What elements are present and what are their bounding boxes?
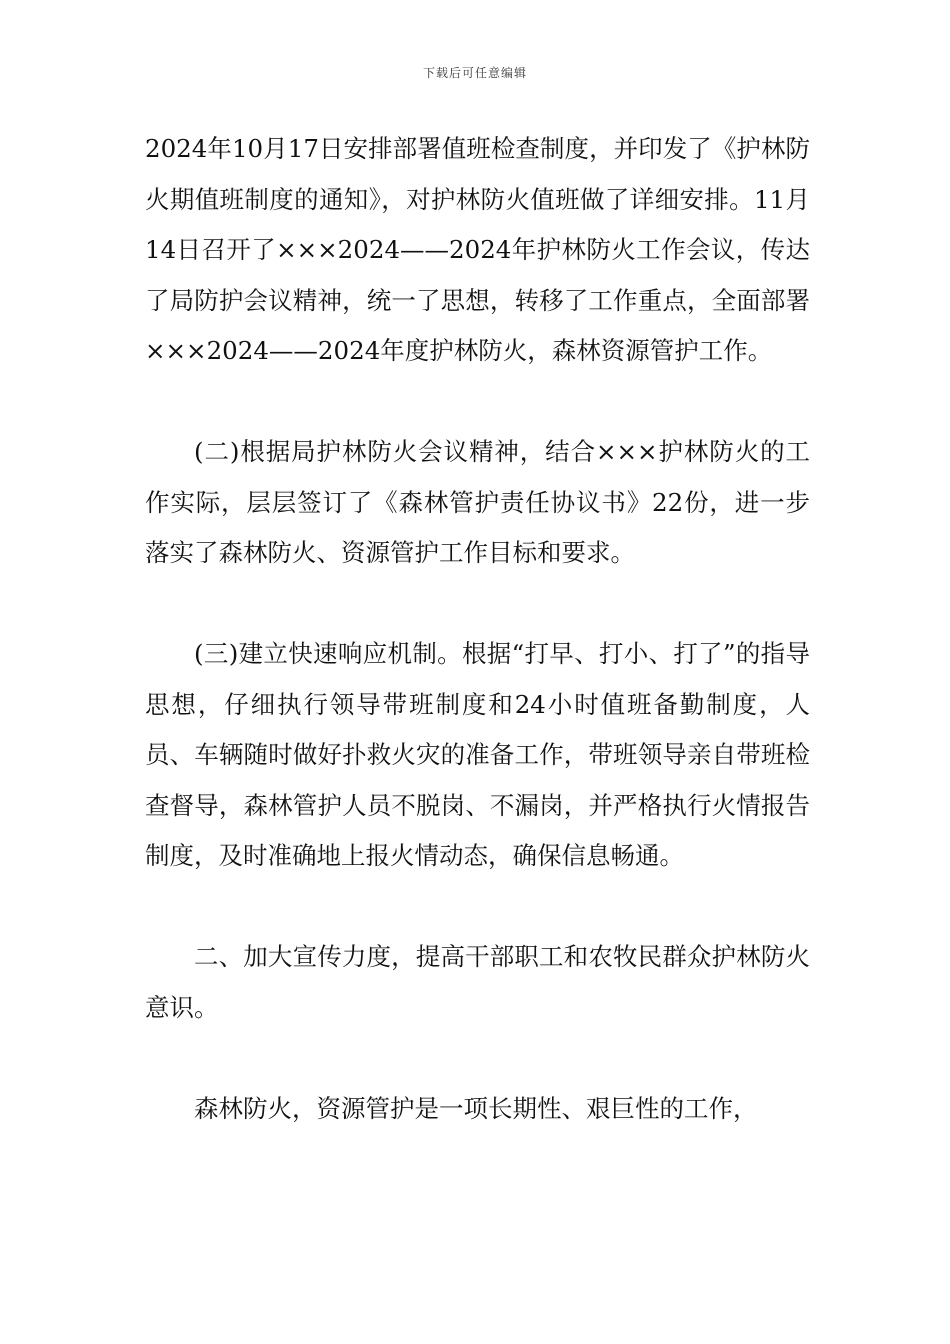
page-header: 下载后可任意编辑 [422, 66, 527, 80]
section-heading-publicity: 二、加大宣传力度，提高干部职工和农牧民群众护林防火意识。 [145, 942, 810, 1022]
paragraph-forest-fire-prevention: 森林防火，资源管护是一项长期性、艰巨性的工作， [194, 1093, 758, 1123]
paragraph-responsibility-agreement: (二)根据局护林防火会议精神，结合×××护林防火的工作实际，层层签订了《森林管护责任协议书》22份，进一步落实了森林防火、资源管护工作目标和要求。 [145, 437, 810, 567]
paragraph-rapid-response: (三)建立快速响应机制。根据“打早、打小、打了”的指导思想，仔细执行领导带班制度和24小时值班备勤制度，人员、车辆随时做好扑救火灾的准备工作，带班领导亲自带班检查督导，森林管护人员不脱岗、不漏岗，并严格执行火情报告制度，及时准确地上报火情动态，确保信息畅通。 [145, 639, 810, 870]
paragraph-spacer [145, 579, 810, 630]
paragraph-spacer [145, 1033, 810, 1084]
paragraph-spacer [145, 377, 810, 428]
document-body [145, 124, 810, 1134]
paragraph-spacer [145, 882, 810, 933]
paragraph-duty-arrangement: 2024年10月17日安排部署值班检查制度，并印发了《护林防火期值班制度的通知》，对护林防火值班做了详细安排。11月14日召开了×××2024——2024年护林防火工作会议，传达了局防护会议精神，统一了思想，转移了工作重点，全面部署×××2024——2024年度护林防火，森林资源管护工作。 [145, 134, 810, 365]
